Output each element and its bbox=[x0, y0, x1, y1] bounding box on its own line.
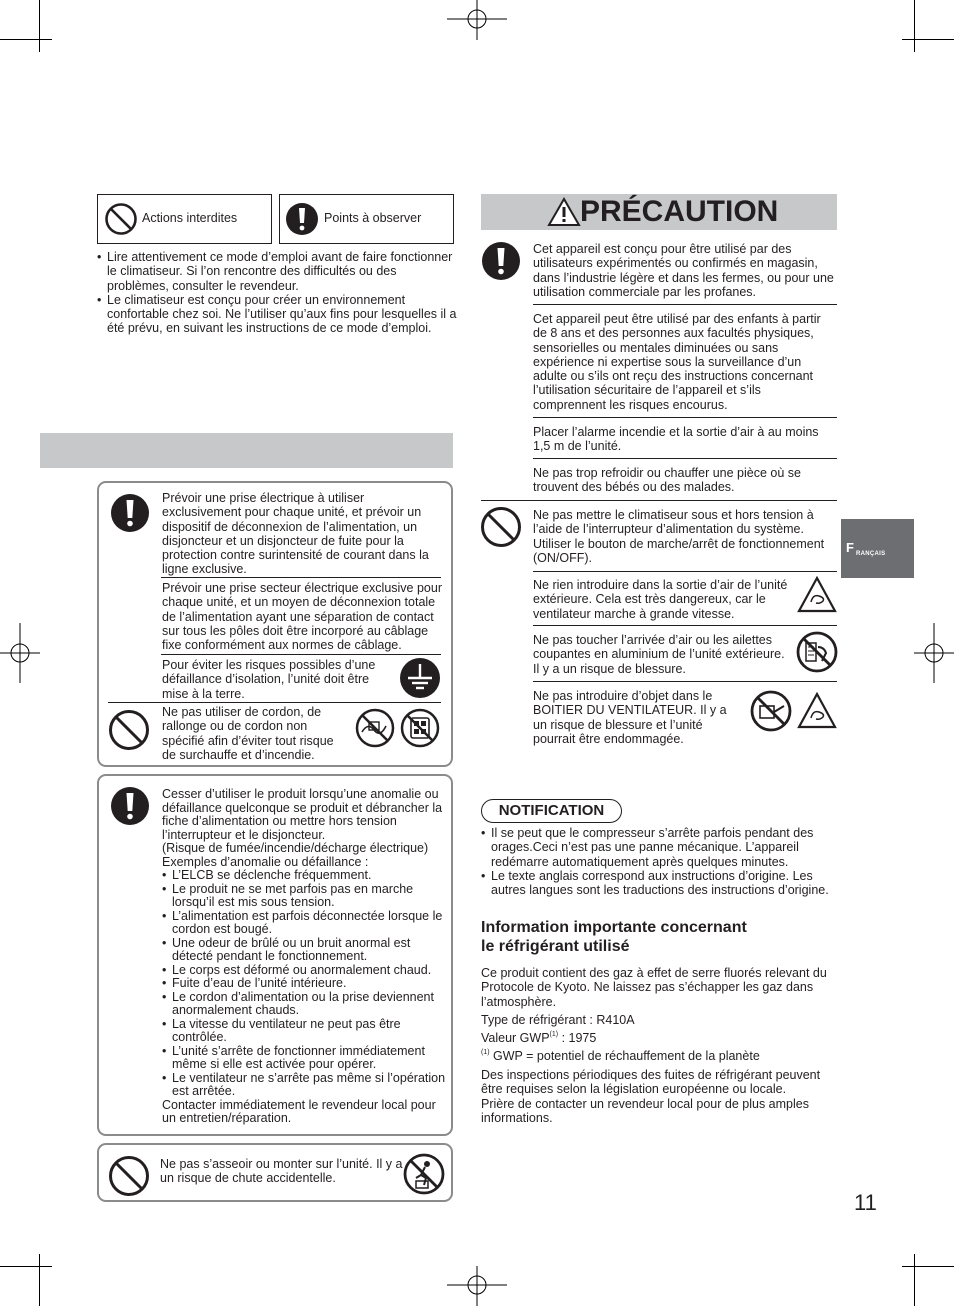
anomaly-example: • Une odeur de brûlé ou un bruit anormal est détecté pendant le fonctionnement. bbox=[162, 937, 446, 964]
divider bbox=[533, 304, 837, 305]
anomaly-example: • Fuite d’eau de l’unité intérieure. bbox=[162, 977, 446, 991]
mandatory-icon bbox=[481, 241, 521, 281]
no-touch-icon bbox=[796, 631, 838, 673]
notification-label: NOTIFICATION bbox=[481, 799, 622, 823]
refrigerant-para3-text: Prière de contacter un revendeur local pour de plus amples informations. bbox=[481, 1096, 809, 1125]
no-insert-object-icon bbox=[750, 690, 792, 732]
no-extension-cord-icon bbox=[355, 708, 395, 748]
caution-p7: Ne pas toucher l’arrivée d’air ou les ailettes coupantes en aluminium de l’unité extérieure. Il y a un risque de blessure. bbox=[533, 633, 785, 676]
anomaly-example: • L’unité s’arrête de fonctionner immédiatement même si elle est activée pour opérer. bbox=[162, 1045, 446, 1072]
caution-p6: Ne rien introduire dans la sortie d’air de l’unité extérieure. Cela est très dangereux, car le ventilateur marche à grande vitesse. bbox=[533, 578, 788, 621]
prohibited-icon bbox=[108, 1155, 150, 1197]
legend-prohibited-label: Actions interdites bbox=[142, 211, 238, 225]
refrigerant-heading bbox=[481, 919, 747, 956]
divider bbox=[161, 654, 441, 655]
no-multi-outlet-icon bbox=[400, 708, 440, 748]
prohibited-icon bbox=[104, 202, 138, 236]
power-item-4: Ne pas utiliser de cordon, de rallonge ou de cordon non spécifié afin d’éviter tout risque de surchauffe et d’incendie. bbox=[162, 705, 334, 762]
anomaly-example: • Le ventilateur ne s’arrête pas même si l’opération est arrêtée. bbox=[162, 1072, 446, 1099]
mandatory-icon bbox=[110, 786, 150, 826]
language-tab-letter: F bbox=[846, 540, 854, 555]
registration-mark-left bbox=[0, 613, 40, 693]
caution-p1: Cet appareil est conçu pour être utilisé par des utilisateurs expérimentés ou confirmés en magasin, dans l’industrie légère et dans les fermes, ou pour une utilisation commerciale par les profanes. bbox=[533, 242, 834, 299]
caution-title: PRÉCAUTION bbox=[580, 195, 779, 228]
caution-title-bar bbox=[481, 194, 837, 230]
gwp-value: : 1975 bbox=[558, 1031, 597, 1045]
no-climbing-icon bbox=[403, 1153, 445, 1195]
anomaly-text bbox=[162, 788, 446, 1126]
caution-p2: Cet appareil peut être utilisé par des enfants à partir de 8 ans et des personnes aux facultés physiques, sensorielles ou mentales diminuées ou sans expérience ni expertise sous la surveillance d’un adulte ou s’ils ont reçu des instructions concernant l’utilisation sécuritaire de l’appareil et s’ils comprennent les risques encourus. bbox=[533, 312, 821, 412]
power-item-2: Prévoir une prise secteur électrique exclusive pour chaque unité, et un moyen de déconnexion totale de l’alimentation ayant une séparation de contact sur tous les pôles doit être incorporé au câblage fixe conformément aux normes de câblage. bbox=[162, 581, 442, 653]
divider bbox=[161, 577, 441, 578]
caution-p5: Ne pas mettre le climatiseur sous et hors tension à l’aide de l’interrupteur d’alimentation du système. Utiliser le bouton de marche/arrêt de fonctionnement (ON/OFF). bbox=[533, 508, 825, 565]
fan-hazard-icon bbox=[797, 575, 837, 615]
power-item-1: Prévoir une prise électrique à utiliser exclusivement pour chaque unité, et prévoir un dispositif de déconnexion de l’alimentation, un disjoncteur et un disjoncteur de fuite pour la protection contre surintensité de courant dans la ligne exclusive. bbox=[162, 491, 429, 577]
refrigerant-para1: Ce produit contient des gaz à effet de serre fluorés relevant du Protocole de Kyoto. Ne laissez pas s’échapper les gaz dans l’atmosphère. bbox=[481, 966, 827, 1009]
intro-bullet-1: • Lire attentivement ce mode d’emploi avant de faire fonctionner le climatiseur. Si l’on rencontre des difficultés ou des problèmes, consulter le revendeur. bbox=[97, 250, 457, 293]
earth-ground-icon bbox=[399, 657, 441, 699]
language-tab-rest: RANÇAIS bbox=[856, 551, 886, 557]
power-item-3: Pour éviter les risques possibles d’une défaillance d’isolation, l’unité doit être mise à la terre. bbox=[162, 658, 376, 701]
registration-mark-bottom bbox=[437, 1266, 517, 1306]
refrigerant-para2-text: Des inspections périodiques des fuites de réfrigérant peuvent être requises selon la législation européenne ou locale. bbox=[481, 1068, 821, 1097]
divider bbox=[533, 571, 837, 572]
footnote-sup: (1) bbox=[481, 1049, 490, 1056]
divider bbox=[533, 681, 837, 682]
registration-mark-top bbox=[437, 0, 517, 40]
prohibited-icon bbox=[108, 709, 150, 751]
divider bbox=[533, 417, 837, 418]
sit-text: Ne pas s’asseoir ou monter sur l’unité. Il y a un risque de chute accidentelle. bbox=[160, 1157, 403, 1186]
anomaly-example: • La vitesse du ventilateur ne peut pas être contrôlée. bbox=[162, 1018, 446, 1045]
divider bbox=[533, 625, 837, 626]
notification-bullet-2: • Le texte anglais correspond aux instructions d’origine. Les autres langues sont les traductions des instructions d’origine. bbox=[481, 869, 839, 898]
mandatory-icon bbox=[110, 493, 150, 533]
warning-triangle-icon bbox=[547, 197, 581, 227]
intro-bullets bbox=[97, 250, 457, 336]
anomaly-risk: (Risque de fumée/incendie/décharge électrique) bbox=[162, 841, 429, 855]
anomaly-intro: Cesser d’utiliser le produit lorsqu’une anomalie ou défaillance quelconque se produit et débrancher la fiche d’alimentation ou mettre hors tension l’interrupteur et le disjoncteur. bbox=[162, 787, 443, 842]
page-number: 11 bbox=[854, 1190, 877, 1215]
legend-observe-label: Points à observer bbox=[324, 211, 422, 225]
anomaly-examples-title: Exemples d’anomalie ou défaillance : bbox=[162, 854, 369, 869]
refrigerant-para2 bbox=[481, 1068, 841, 1125]
language-tab bbox=[841, 519, 914, 578]
divider bbox=[108, 702, 441, 703]
notification-bullets bbox=[481, 826, 839, 897]
anomaly-contact: Contacter immédiatement le revendeur local pour un entretien/réparation. bbox=[162, 1097, 436, 1125]
anomaly-example: • L’alimentation est parfois déconnectée lorsque le cordon est bougé. bbox=[162, 910, 446, 937]
warning-header-bar bbox=[40, 433, 453, 468]
gwp-label: Valeur GWP bbox=[481, 1031, 550, 1045]
intro-bullet-2: • Le climatiseur est conçu pour créer un environnement confortable chez soi. Ne l’utiliser qu’aux fins pour lesquelles il a été prévu, en suivant les instructions de ce mode d’emploi. bbox=[97, 293, 457, 336]
anomaly-example: • Le cordon d’alimentation ou la prise deviennent anormalement chauds. bbox=[162, 991, 446, 1018]
divider bbox=[481, 500, 837, 501]
mandatory-icon bbox=[285, 202, 319, 236]
refrigerant-gwp bbox=[481, 1031, 596, 1045]
fan-hazard-icon bbox=[797, 691, 837, 731]
refrigerant-heading-line1: Information importante concernant bbox=[481, 919, 747, 936]
refrigerant-type: Type de réfrigérant : R410A bbox=[481, 1013, 635, 1027]
gwp-sup: (1) bbox=[549, 1031, 559, 1038]
legend-observe bbox=[279, 194, 454, 244]
caution-p3: Placer l’alarme incendie et la sortie d’air à au moins 1,5 m de l’unité. bbox=[533, 425, 819, 454]
anomaly-example: • L’ELCB se déclenche fréquemment. bbox=[162, 869, 446, 883]
caution-p4: Ne pas trop refroidir ou chauffer une pièce où se trouvent des bébés ou des malades. bbox=[533, 466, 801, 495]
registration-mark-right bbox=[914, 613, 954, 693]
refrigerant-footnote bbox=[481, 1049, 760, 1063]
divider bbox=[533, 458, 837, 459]
prohibited-icon bbox=[480, 506, 522, 548]
caution-p8: Ne pas introduire d’objet dans le BOITIER DU VENTILATEUR. Il y a un risque de blessure et l’unité pourrait être endommagée. bbox=[533, 689, 727, 746]
notification-bullet-1: • Il se peut que le compresseur s’arrête parfois pendant des orages.Ceci n’est pas une panne mécanique. L’appareil redémarre automatiquement après quelques minutes. bbox=[481, 826, 839, 869]
legend-prohibited bbox=[97, 194, 272, 244]
anomaly-example: • Le corps est déformé ou anormalement chaud. bbox=[162, 964, 446, 978]
anomaly-example: • Le produit ne se met parfois pas en marche lorsqu’il est mis sous tension. bbox=[162, 883, 446, 910]
footnote-text: GWP = potentiel de réchauffement de la planète bbox=[489, 1049, 760, 1063]
refrigerant-heading-line2: le réfrigérant utilisé bbox=[481, 937, 630, 955]
